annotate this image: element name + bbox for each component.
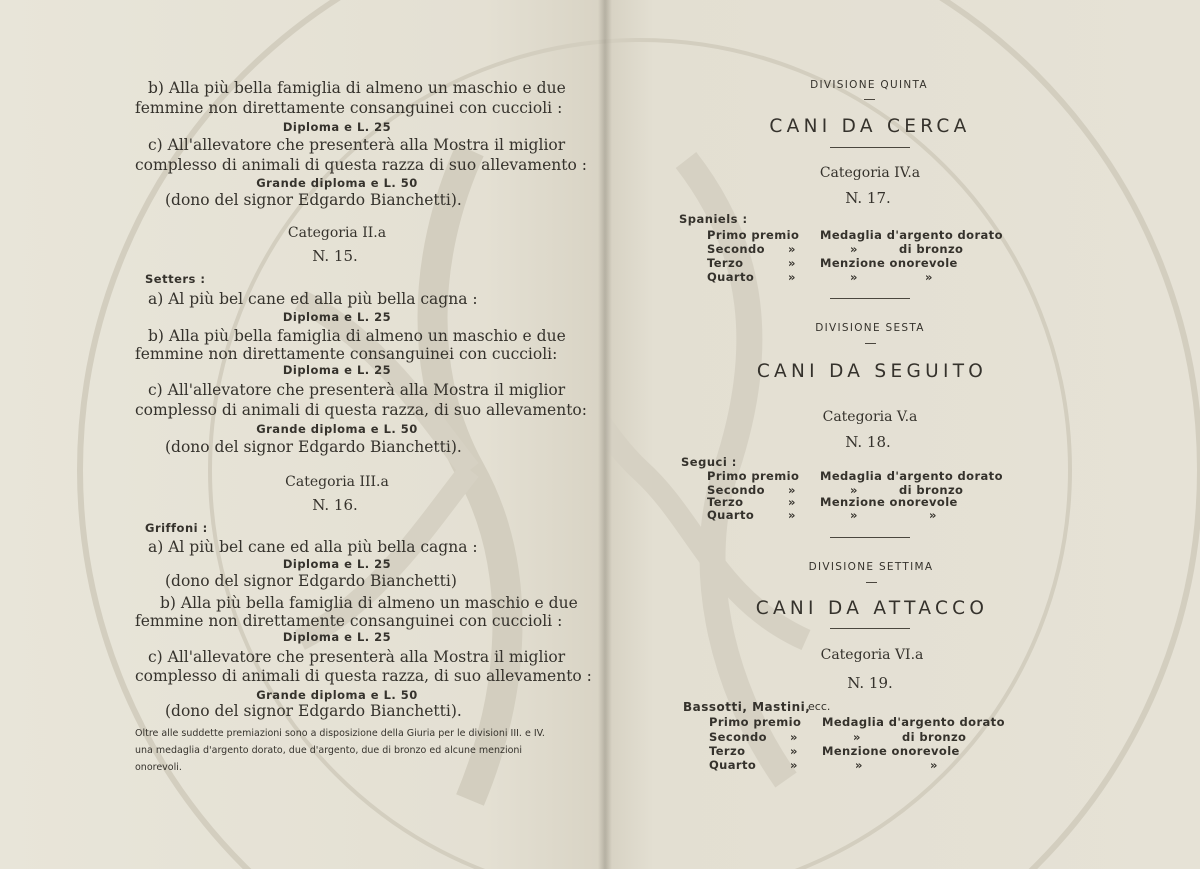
dono-1: (dono del signor Edgardo Bianchetti). (165, 191, 462, 209)
heading-griffoni: Griffoni : (145, 521, 208, 535)
binding-gutter (598, 0, 612, 869)
rule (830, 628, 910, 629)
category-6: Categoria VI.a (820, 647, 924, 663)
prize-a2: Diploma e L. 25 (282, 310, 392, 324)
division-6: DIVISIONE SESTA (815, 322, 925, 334)
category-2: Categoria II.a (287, 225, 387, 241)
para-b2: b) Alla più bella famiglia di almeno un maschio e due (148, 327, 566, 345)
prize-award-1: Medaglia d'argento dorato (820, 469, 1003, 483)
number-15: N. 15. (312, 247, 358, 265)
prize-award-3: Menzione onorevole (820, 256, 958, 270)
dono-3: (dono del signor Edgardo Bianchetti) (165, 572, 457, 590)
ditto-mark: » (925, 270, 933, 284)
prize-rank-4: Quarto (707, 508, 755, 522)
para-b1: b) Alla più bella famiglia di almeno un maschio e due (148, 79, 566, 97)
heading-spaniels: Spaniels : (679, 212, 748, 226)
ditto-mark: » (855, 758, 863, 772)
prize-rank-1: Primo premio (707, 228, 800, 242)
ditto-mark: » (850, 242, 858, 256)
ditto-mark: » (788, 483, 796, 497)
ditto-mark: » (788, 508, 796, 522)
number-17: N. 17. (845, 189, 891, 207)
heading-bassotti: Bassotti, Mastini, (683, 700, 811, 714)
number-19: N. 19. (847, 674, 893, 692)
prize-c2: Grande diploma e L. 50 (256, 422, 418, 436)
dono-4: (dono del signor Edgardo Bianchetti). (165, 702, 462, 720)
ditto-mark: » (929, 508, 937, 522)
para-c1-cont: complesso di animali di questa razza di suo allevamento : (135, 156, 587, 174)
prize-c3: Grande diploma e L. 50 (256, 688, 418, 702)
title-cani-da-cerca: CANI DA CERCA (769, 116, 971, 137)
para-a3: a) Al più bel cane ed alla più bella cagna : (148, 538, 478, 556)
category-3: Categoria III.a (285, 474, 389, 490)
para-b2-cont: femmine non direttamente consanguinei con cuccioli: (135, 345, 558, 363)
prize-rank-1: Primo premio (707, 469, 800, 483)
rule (830, 298, 910, 299)
title-cani-da-seguito: CANI DA SEGUITO (756, 361, 988, 382)
para-b1-cont: femmine non direttamente consanguinei con cuccioli : (135, 99, 563, 117)
division-7: DIVISIONE SETTIMA (808, 561, 934, 573)
prize-award-3: Menzione onorevole (822, 744, 960, 758)
prize-award-2: di bronzo (899, 242, 964, 256)
category-4: Categoria IV.a (819, 165, 921, 181)
heading-bassotti-ecc: ecc. (808, 700, 831, 713)
divider (864, 99, 875, 100)
heading-setters: Setters : (145, 272, 206, 286)
ditto-mark: » (788, 495, 796, 509)
prize-rank-1: Primo premio (709, 715, 802, 729)
para-c2-cont: complesso di animali di questa razza, di suo allevamento: (135, 401, 587, 419)
footnote: Oltre alle suddette premiazioni sono a disposizione della Giuria per le divisioni III. e IV. una medaglia d'argento dorato, due d'argento, due di bronzo ed alcune menzioni onorevoli. (135, 728, 545, 773)
prize-b1: Diploma e L. 25 (282, 120, 392, 134)
prize-rank-2: Secondo (707, 242, 765, 256)
prize-award-3: Menzione onorevole (820, 495, 958, 509)
divider (865, 343, 876, 344)
prize-c1: Grande diploma e L. 50 (256, 176, 418, 190)
ditto-mark: » (788, 256, 796, 270)
para-b3-cont: femmine non direttamente consanguinei con cuccioli : (135, 612, 563, 630)
prize-b2: Diploma e L. 25 (282, 363, 392, 377)
ditto-mark: » (853, 730, 861, 744)
ditto-mark: » (850, 270, 858, 284)
para-c3-cont: complesso di animali di questa razza, di suo allevamento : (135, 667, 592, 685)
prize-rank-3: Terzo (709, 744, 746, 758)
ditto-mark: » (790, 758, 798, 772)
division-5: DIVISIONE QUINTA (810, 79, 928, 91)
prize-rank-4: Quarto (707, 270, 755, 284)
prize-a3: Diploma e L. 25 (282, 557, 392, 571)
prize-award-1: Medaglia d'argento dorato (822, 715, 1005, 729)
ditto-mark: » (790, 730, 798, 744)
rule (830, 147, 910, 148)
para-c2: c) All'allevatore che presenterà alla Mostra il miglior (148, 381, 566, 399)
para-c3: c) All'allevatore che presenterà alla Mostra il miglior (148, 648, 566, 666)
ditto-mark: » (930, 758, 938, 772)
ditto-mark: » (790, 744, 798, 758)
prize-award-2: di bronzo (899, 483, 964, 497)
prize-rank-2: Secondo (707, 483, 765, 497)
prize-rank-2: Secondo (709, 730, 767, 744)
category-5: Categoria V.a (822, 409, 918, 425)
number-16: N. 16. (312, 496, 358, 514)
divider (866, 582, 877, 583)
prize-b3: Diploma e L. 25 (282, 630, 392, 644)
ditto-mark: » (788, 242, 796, 256)
prize-rank-3: Terzo (707, 256, 744, 270)
rule (830, 537, 910, 538)
para-b3: b) Alla più bella famiglia di almeno un maschio e due (160, 594, 578, 612)
number-18: N. 18. (845, 433, 891, 451)
title-cani-da-attacco: CANI DA ATTACCO (755, 598, 989, 619)
prize-rank-3: Terzo (707, 495, 744, 509)
para-c1: c) All'allevatore che presenterà alla Mostra il miglior (148, 136, 566, 154)
heading-seguci: Seguci : (681, 455, 737, 469)
ditto-mark: » (788, 270, 796, 284)
prize-award-1: Medaglia d'argento dorato (820, 228, 1003, 242)
para-a2: a) Al più bel cane ed alla più bella cagna : (148, 290, 478, 308)
prize-rank-4: Quarto (709, 758, 757, 772)
ditto-mark: » (850, 483, 858, 497)
ditto-mark: » (850, 508, 858, 522)
dono-2: (dono del signor Edgardo Bianchetti). (165, 438, 462, 456)
prize-award-2: di bronzo (902, 730, 967, 744)
